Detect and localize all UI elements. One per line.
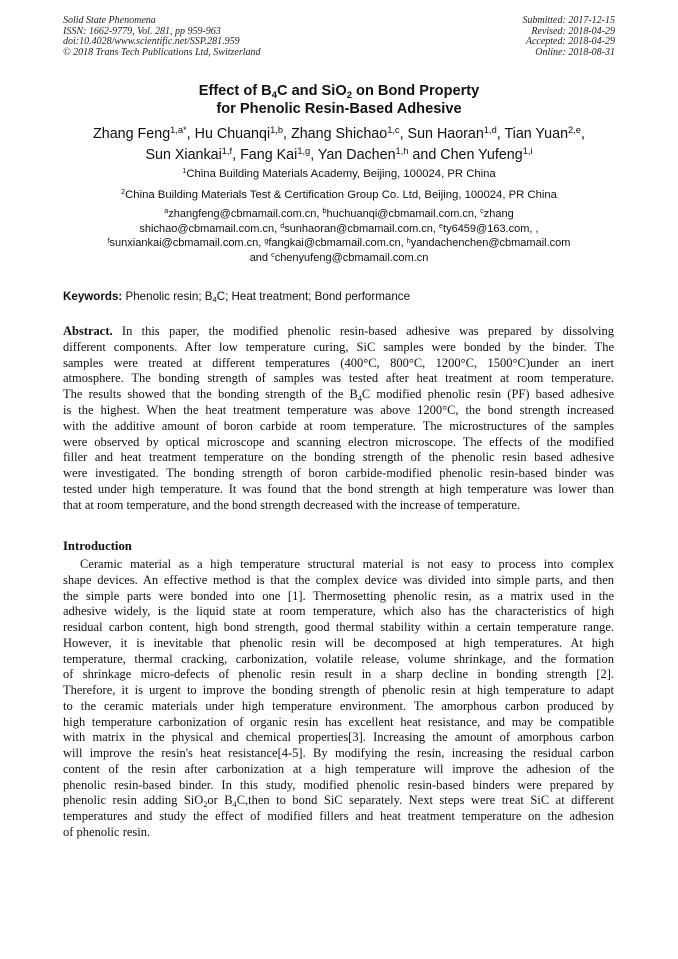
abstract-line: with the additive amount of boron carbide at room temperature. The microstructures of the samples [63, 418, 614, 433]
abstract-line: is the highest. When the heat treatment temperature was above 1200°C, the bond strength increased [63, 402, 614, 417]
abstract-line: were observed by optical microscope and scanning electron microscope. The effects of the modified [63, 434, 614, 449]
journal-issn: ISSN: 1662-9779, Vol. 281, pp 959-963 [63, 25, 221, 37]
intro-line: temperatures and study the effect of modified fillers and heat treatment temperature on the adhesion [63, 809, 614, 823]
submission-dates [523, 16, 616, 58]
intro-line: However, it is inevitable that phenolic resin will be decomposed at high temperatures. At high [63, 635, 614, 650]
intro-line: phenolic resin adding SiO$_2$or $B_4C,then$ to bond SiC separately. Next steps were treat SiC at different [63, 793, 614, 809]
email-line-2: shichao@cbmamail.com.cn, $^d$sunhaoran@cbmamail.com.cn, $^e$ty6459@163.com, , [139, 222, 539, 235]
keywords: Keywords: Phenolic resin; $B_4C$; Heat treatment; Bond performance [63, 290, 411, 305]
keywords-label: Keywords: [63, 290, 123, 303]
date-submitted: Submitted: 2017-12-15 [522, 15, 615, 26]
date-online: Online: 2018-08-31 [535, 46, 615, 58]
affiliation-2: $^2$China Building Materials Test & Certification Group Co. Ltd, Beijing, 100024, PR China [121, 187, 557, 201]
intro-line: of phenolic resin. [63, 824, 151, 839]
email-list [40, 207, 638, 265]
affiliation-1: $^1$China Building Materials Academy, Beijing, 100024, PR China [182, 166, 496, 180]
abstract-line: filler and heat treatment temperature on the bonding strength of the phenolic resin based adhesive [63, 450, 614, 465]
author-list [40, 124, 638, 165]
intro-line: of shrinkage micro-defects of phenolic resin result in a sharp decline in bonding strength [2]. [63, 667, 614, 682]
intro-line: to the ceramic materials under high temperature environment. The amorphous carbon produced by [63, 698, 614, 713]
introduction-body [63, 557, 614, 841]
author-name: Chen Yufeng [440, 146, 523, 163]
author-name: Tian Yuan [504, 126, 569, 142]
intro-line: shape devices. An effective method is that the complex device was divided into simple parts, and then [63, 572, 614, 587]
abstract-line: were investigated. The bonding strength of boron carbide-modified phenolic resin-based binder was [63, 466, 614, 481]
intro-line: the simple parts were bonded into one [1]. Thermosetting phenolic resin, as a matrix used in the [63, 588, 614, 603]
paper-title [40, 82, 638, 118]
intro-line: with matrix in the physical and chemical properties[3]. Increasing the amount of amorphous carbon [63, 730, 614, 745]
abstract-line: different components. After low temperature curing, SiC samples were bonded by the binder. The [63, 339, 614, 354]
intro-line: will improve the resin's heat resistance[4-5]. By modifying the resin, increasing the residual carbon [63, 746, 614, 760]
abstract [63, 324, 614, 514]
author-name: Sun Xiankai [145, 146, 222, 163]
title-line-1: Effect of $B_4C$ and SiO$_2$ on Bond Property [198, 83, 480, 101]
author-line-1: Zhang Feng$^{1,a*}$, Hu Chuanqi$^{1,b}$, Zhang Shichao$^{1,c}$, Sun Haoran$^{1,d}$, Tian Yuan$^{2,e}$, [93, 125, 585, 142]
journal-copyright: © 2018 Trans Tech Publications Ltd, Switzerland [63, 46, 261, 58]
abstract-label: Abstract. [63, 324, 113, 338]
author-name: Hu Chuanqi [194, 126, 271, 142]
abstract-line: samples were treated at different temperatures (400°C, 800°C, 1200°C, 1500°C)under an inert [63, 355, 614, 370]
journal-info [63, 16, 261, 58]
date-revised: Revised: 2018-04-29 [531, 25, 615, 37]
abstract-line: atmosphere. The bonding strength of samples was tested after heat treatment at room temperature. [63, 371, 614, 386]
intro-line: content of the resin after carbonization at a high temperature will improve the adhesion of the [63, 761, 614, 776]
date-accepted: Accepted: 2018-04-29 [525, 36, 615, 48]
email-line-1: $^a$zhangfeng@cbmamail.com.cn, $^b$huchuanqi@cbmamail.com.cn, $^c$zhang [164, 207, 514, 220]
intro-line: phenolic resin-based binder. In this study, modified phenolic resin-based binders were prepared by [63, 777, 614, 792]
author-name: Yan Dachen [317, 146, 396, 163]
abstract-line: tested under high temperature. It was found that the bond strength at high temperature was lower than [63, 481, 614, 496]
author-name: Zhang Shichao [291, 126, 388, 142]
author-name: Fang Kai [240, 146, 298, 163]
abstract-line: Abstract. In this paper, the modified phenolic resin-based adhesive was prepared by dissolving [63, 324, 614, 338]
intro-line: high temperature carbonization of organic resin has excellent heat resistance, and may be compatible [63, 714, 614, 729]
email-line-3: $^f$sunxiankai@cbmamail.com.cn, $^g$fangkai@cbmamail.com.cn, $^h$yandachenchen@cbmamail.com [107, 236, 571, 250]
email-line-4: and $^c$chenyufeng@cbmamail.com.cn [249, 251, 429, 264]
intro-line: residual carbon content, high bond strength, good thermal stability within a certain temperature range. [63, 620, 614, 634]
abstract-line: that at room temperature, and the bond strength decreased with the increase of temperature. [63, 497, 521, 512]
intro-line: Therefore, it is urgent to improve the bonding strength of phenolic resin at high temperature to adapt [63, 683, 614, 697]
intro-line: temperature, thermal cracking, carbonization, volatile release, volume shrinkage, and the formation [63, 651, 614, 666]
author-name: Sun Haoran [407, 126, 484, 142]
title-line-2: for Phenolic Resin-Based Adhesive [216, 101, 462, 117]
journal-name: Solid State Phenomena [63, 15, 156, 26]
section-heading-introduction: Introduction [63, 539, 132, 553]
journal-doi: doi:10.4028/www.scientific.net/SSP.281.959 [63, 36, 240, 48]
author-name: Zhang Feng [93, 126, 171, 142]
author-line-2: Sun Xiankai$^{1,f}$, Fang Kai$^{1,g}$, Yan Dachen$^{1,h}$ and Chen Yufeng$^{1,i}$ [145, 145, 533, 163]
intro-line: Ceramic material as a high temperature structural material is not easy to process into complex [80, 557, 614, 571]
intro-line: adhesive widely, is the liquid state at room temperature, which also has the characteristics of high [63, 604, 614, 619]
abstract-line: The results showed that the bonding strength of the $B_4C$ modified phenolic resin (PF) based adhesive [63, 387, 614, 403]
